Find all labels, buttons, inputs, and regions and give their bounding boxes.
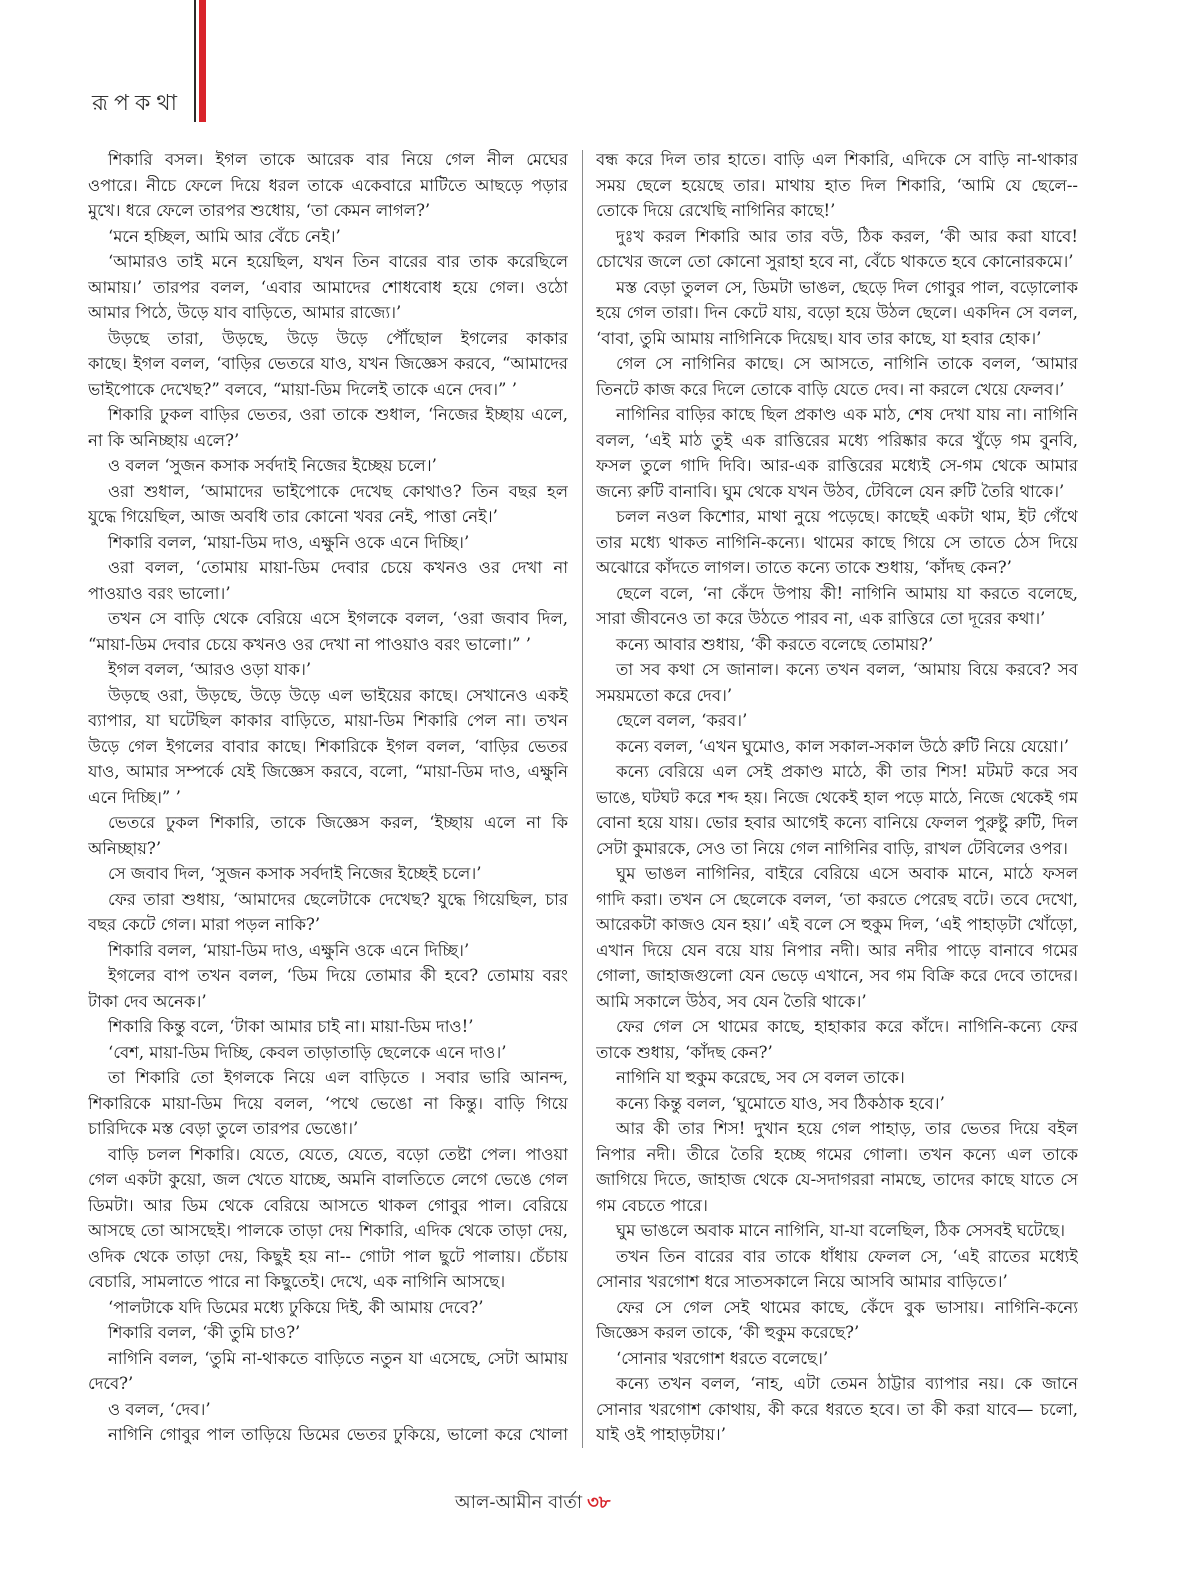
text-line: ‘মনে হচ্ছিল, আমি আর বেঁচে নেই।’	[108, 226, 341, 246]
text-line: ঘুম ভাঙল নাগিনির, বাইরে বেরিয়ে এসে অবাক মানে, মাঠে ফসল	[616, 864, 1078, 883]
paragraph	[596, 1244, 1078, 1295]
text-line: সারা জীবনেও তা করে উঠতে পারব না, এক রাত্তিরে তো দূরের কথা।’	[596, 609, 1046, 628]
text-line: ফসল তুলে গাদি দিবি। আর-এক রাত্তিরের মধ্যেই সে-গম থেকে আমার	[596, 456, 1078, 475]
text-line: যাও, আমার সম্পর্কে যেই জিজ্ঞেস করবে, বলো, “মায়া-ডিম দাও, এক্ষুনি	[88, 762, 568, 781]
text-line: সে জবাব দিল, ‘সুজন কসাক সর্বদাই নিজের ইচ্ছেই চলে।’	[108, 864, 482, 883]
text-line: ডিমটা। আর ডিম থেকে বেরিয়ে আসতে থাকল গোবুর পাল। বেরিয়ে	[88, 1195, 568, 1215]
text-line: আমি সকালে উঠব, সব যেন তৈরি থাকে।’	[596, 991, 867, 1011]
text-line: ‘সোনার খরগোশ ধরতে বলেছে।’	[616, 1348, 829, 1368]
text-line: গোলা, জাহাজগুলো যেন ভেড়ে এখানে, সব গম বিক্রি করে দেবে তাদের।	[596, 966, 1078, 985]
text-line: ‘আমারও তাই মনে হয়েছিল, যখন তিন বারের বার তাক করেছিলে	[108, 252, 568, 271]
text-line: অনিচ্ছায়?’	[88, 838, 162, 858]
text-line: ছেলে বলে, ‘না কেঁদে উপায় কী! নাগিনি আমায় যা করতে বলেছে,	[616, 583, 1078, 603]
paragraph	[596, 1295, 1078, 1346]
paragraph	[596, 351, 1078, 402]
paragraph	[88, 1014, 568, 1040]
text-line: কন্যে কিন্তু বলল, ‘ঘুমোতে যাও, সব ঠিকঠাক হবে।’	[616, 1093, 945, 1113]
text-line: তাকে শুধায়, ‘কাঁদছ কেন?’	[596, 1042, 773, 1062]
text-line: শিকারি বলল, ‘মায়া-ডিম দাও, এক্ষুনি ওকে এনে দিচ্ছি।’	[108, 940, 470, 960]
paragraph	[596, 759, 1078, 861]
text-line: আমার পিঠে, উড়ে যাব বাড়িতে, আমার রাজ্যে।’	[88, 303, 402, 322]
text-line: ওদিক থেকে তাড়া দেয়, কিছুই হয় না-- গোটা পাল ছুটে পালায়। চেঁচায়	[88, 1246, 568, 1266]
paragraph	[596, 861, 1078, 1014]
text-line: ও বলল ‘সুজন কসাক সর্বদাই নিজের ইচ্ছেয় চলে।’	[108, 456, 437, 475]
paragraph	[88, 224, 568, 250]
text-line: তা শিকারি তো ইগলকে নিয়ে এল বাড়িতে । সবার ভারি আনন্দ,	[108, 1068, 568, 1087]
text-line: দুঃখ করল শিকারি আর তার বউ, ঠিক করল, ‘কী আর করা যাবে!	[616, 226, 1078, 246]
text-line: কন্যে তখন বলল, ‘নাহ, এটা তেমন ঠাট্টার ব্যাপার নয়। কে জানে	[616, 1374, 1078, 1393]
text-line: উড়ে গেল ইগলের বাবার কাছে। শিকারিকে ইগল বলল, ‘বাড়ির ভেতর	[88, 736, 568, 756]
paragraph	[88, 887, 568, 938]
text-line: তখন সে বাড়ি থেকে বেরিয়ে এসে ইগলকে বলল, ‘ওরা জবাব দিল,	[108, 609, 568, 628]
paragraph	[88, 530, 568, 556]
paragraph	[596, 708, 1078, 734]
text-line: হয়ে গেল তারা। দিন কেটে যায়, বড়ো হয়ে উঠল ছেলে। একদিন সে বলল,	[596, 303, 1078, 322]
text-line: বেচারি, সামলাতে পারে না কিছুতেই। দেখে, এক নাগিনি আসছে।	[88, 1272, 506, 1291]
text-line: গেল সে নাগিনির কাছে। সে আসতে, নাগিনি তাকে বলল, ‘আমার	[616, 354, 1078, 373]
paragraph	[596, 1371, 1078, 1448]
paragraph	[596, 402, 1078, 504]
text-line: পাওয়াও বরং ভালো।’	[88, 583, 231, 603]
paragraph	[596, 734, 1078, 760]
paragraph	[88, 1065, 568, 1142]
text-line: সেটা কুমারকে, সেও তা নিয়ে গেল নাগিনির বাড়ি, রাখল টেবিলের ওপর।	[596, 838, 1068, 858]
text-line: “মায়া-ডিম দেবার চেয়ে কখনও ওর দেখা না পাওয়াও বরং ভালো।” ’	[88, 634, 532, 654]
text-line: জাগিয়ে দিতে, জাহাজ থেকে যে-সদাগররা নামছে, তাদের কাছে যাতে সে	[596, 1170, 1078, 1189]
text-line: ওপারে। নীচে ফেলে দিয়ে ধরল তাকে একেবারে মাটিতে আছড়ে পড়ার	[88, 175, 568, 195]
paragraph	[596, 224, 1078, 275]
page-number: ৩৮	[587, 1492, 611, 1513]
column-divider	[582, 150, 583, 1448]
paragraph	[88, 1142, 568, 1295]
text-line: ‘বাবা, তুমি আমায় নাগিনিকে দিয়েছ। যাব তার কাছে, যা হবার হোক।’	[596, 328, 1042, 348]
text-line: ওরা বলল, ‘তোমায় মায়া-ডিম দেবার চেয়ে কখনও ওর দেখা না	[108, 558, 568, 577]
text-line: ফের গেল সে থামের কাছে, হাহাকার করে কাঁদে। নাগিনি-কন্যে ফের	[616, 1017, 1078, 1036]
text-line: গেল একটা কুয়ো, জল খেতে যাচ্ছে, অমনি বালতিতে লেগে ভেঙে গেল	[88, 1170, 568, 1189]
text-line: ঘুম ভাঙলে অবাক মানে নাগিনি, যা-যা বলেছিল, ঠিক সেসবই ঘটেছে।	[616, 1221, 1066, 1240]
text-line: ভাঙে, ঘটঘট করে শব্দ হয়। নিজে থেকেই হাল পড়ে মাঠে, নিজে থেকেই গম	[596, 787, 1078, 807]
text-line: নিপার নদী। তীরে তৈরি হচ্ছে গমের গোলা। তখন কন্যে এল তাকে	[596, 1144, 1078, 1164]
text-line: তখন তিন বারের বার তাকে ধাঁধায় ফেলল সে, ‘এই রাতের মধ্যেই	[616, 1246, 1078, 1266]
text-line: বলল, ‘এই মাঠ তুই এক রাত্তিরের মধ্যে পরিষ্কার করে খুঁড়ে গম বুনবি,	[596, 430, 1078, 450]
text-line: ফের সে গেল সেই থামের কাছে, কেঁদে বুক ভাসায়। নাগিনি-কন্যে	[616, 1297, 1078, 1317]
text-line: তার মধ্যে থাকত নাগিনি-কন্যে। থামের কাছে গিয়ে সে তাতে ঠেস দিয়ে	[596, 532, 1078, 552]
right-column	[596, 147, 1078, 1449]
paragraph	[596, 1218, 1078, 1244]
text-line: উড়ছে তারা, উড়ছে, উড়ে উড়ে পৌঁছোল ইগলের কাকার	[108, 328, 568, 348]
text-line: ও বলল, ‘দেব।’	[108, 1399, 211, 1419]
paragraph	[596, 657, 1078, 708]
paragraph	[88, 1040, 568, 1066]
text-line: কন্যে আবার শুধায়, ‘কী করতে বলেছে তোমায়?’	[616, 634, 934, 654]
text-line: সময় ছেলে হয়েছে তার। মাথায় হাত দিল শিকারি, ‘আমি যে ছেলে--	[596, 175, 1078, 195]
text-line: মুখে। ধরে ফেলে তারপর শুধোয়, ‘তা কেমন লাগল?’	[88, 201, 431, 220]
paragraph	[88, 453, 568, 479]
paragraph	[88, 683, 568, 811]
text-line: আসছে তো আসছেই। পালকে তাড়া দেয় শিকারি, এদিক থেকে তাড়া দেয়,	[88, 1221, 568, 1240]
publication-name: আল-আমীন বার্তা	[455, 1492, 583, 1513]
text-line: সোনার খরগোশ ধরে সাতসকালে নিয়ে আসবি আমার বাড়িতে।’	[596, 1272, 1008, 1291]
text-line: উড়ছে ওরা, উড়ছে, উড়ে উড়ে এল ভাইয়ের কাছে। সেখানেও একই	[108, 685, 568, 705]
paragraph	[88, 963, 568, 1014]
text-line: তা সব কথা সে জানাল। কন্যে তখন বলল, ‘আমায় বিয়ে করবে? সব	[616, 660, 1078, 679]
paragraph	[596, 504, 1078, 581]
text-line: ছেলে বলল, ‘করব।’	[616, 711, 748, 730]
text-line: শিকারি বসল। ইগল তাকে আরেক বার নিয়ে গেল নীল মেঘের	[108, 150, 568, 169]
paragraph	[88, 249, 568, 326]
paragraph	[596, 581, 1078, 632]
paragraph	[88, 1397, 568, 1423]
text-line: সময়মতো করে দেব।’	[596, 685, 733, 705]
paragraph	[596, 1014, 1078, 1065]
text-line: চলল নওল কিশোর, মাথা নুয়ে পড়েছে। কাছেই একটা থাম, ইট গেঁথে	[616, 507, 1078, 526]
paragraph	[88, 810, 568, 861]
text-line: তিনটে কাজ করে দিলে তোকে বাড়ি যেতে দেব। না করলে খেয়ে ফেলব।’	[596, 379, 1065, 399]
text-line: ব্যাপার, যা ঘটেছিল কাকার বাড়িতে, মায়া-ডিম শিকারি পেল না। তখন	[88, 711, 568, 730]
text-line: মস্ত বেড়া তুলল সে, ডিমটা ভাঙল, ছেড়ে দিল গোবুর পাল, বড়োলোক	[616, 277, 1078, 297]
text-line: যাই ওই পাহাড়টায়।’	[596, 1425, 726, 1444]
text-line: কন্যে বলল, ‘এখন ঘুমোও, কাল সকাল-সকাল উঠে রুটি নিয়ে যেয়ো।’	[616, 736, 1069, 756]
text-line: চোখের জলে তো কোনো সুরাহা হবে না, বেঁচে থাকতে হবে কোনোরকমে।’	[596, 252, 1074, 271]
paragraph	[88, 938, 568, 964]
header-accent-bar	[199, 0, 206, 122]
text-line: ভাইপোকে দেখেছ?” বলবে, “মায়া-ডিম দিলেই তাকে এনে দেব।” ’	[88, 379, 517, 399]
paragraph	[88, 1346, 568, 1397]
text-line: দেবে?’	[88, 1374, 134, 1393]
text-line: বোনা হয়ে যায়। ভোর হবার আগেই কন্যে বানিয়ে ফেলল পুরুষ্টু রুটি, দিল	[596, 813, 1078, 832]
text-line: অঝোরে কাঁদতে লাগল। তাতে কন্যে তাকে শুধায়, ‘কাঁদছ কেন?’	[596, 558, 1012, 577]
text-line: কাছে। ইগল বলল, ‘বাড়ির ভেতরে যাও, যখন জিজ্ঞেস করবে, “আমাদের	[88, 354, 568, 373]
text-line: ওরা শুধাল, ‘আমাদের ভাইপোকে দেখেছ কোথাও? তিন বছর হল	[108, 481, 568, 501]
text-line: নাগিনি যা হুকুম করেছে, সব সে বলল তাকে।	[616, 1068, 905, 1087]
paragraph	[596, 275, 1078, 352]
paragraph	[88, 1320, 568, 1346]
text-line: জিজ্ঞেস করল তাকে, ‘কী হুকুম করেছে?’	[596, 1323, 860, 1342]
text-line: নাগিনির বাড়ির কাছে ছিল প্রকাণ্ড এক মাঠ, শেষ দেখা যায় না। নাগিনি	[616, 405, 1078, 424]
text-line: টাকা দেব অনেক।’	[88, 991, 207, 1011]
text-line: শিকারি ঢুকল বাড়ির ভেতর, ওরা তাকে শুধাল, ‘নিজের ইচ্ছায় এলে,	[108, 405, 568, 424]
text-line: আরেকটা কাজও যেন হয়।’ এই বলে সে হুকুম দিল, ‘এই পাহাড়টা খোঁড়ো,	[596, 915, 1078, 934]
section-label: রূপকথা	[92, 91, 183, 116]
text-line: চারিদিকে মস্ত বেড়া তুলে তারপর ভেঙো।’	[88, 1119, 359, 1138]
text-line: তোকে দিয়ে রেখেছি নাগিনির কাছে!’	[596, 201, 836, 220]
text-line: গাদি করা। তখন সে ছেলেকে বলল, ‘তা করতে পেরেছ বটে। তবে দেখো,	[596, 889, 1078, 909]
paragraph	[88, 326, 568, 403]
text-line: বছর কেটে গেল। মারা পড়ল নাকি?’	[88, 915, 321, 934]
text-line: ইগল বলল, ‘আরও ওড়া যাক।’	[108, 660, 312, 679]
paragraph	[88, 861, 568, 887]
text-line: কন্যে বেরিয়ে এল সেই প্রকাণ্ড মাঠে, কী তার শিস! মটমট করে সব	[616, 762, 1078, 781]
paragraph	[596, 1091, 1078, 1117]
text-line: শিকারি বলল, ‘মায়া-ডিম দাও, এক্ষুনি ওকে এনে দিচ্ছি।’	[108, 532, 470, 552]
text-line: শিকারি কিন্তু বলে, ‘টাকা আমার চাই না। মায়া-ডিম দাও!’	[108, 1017, 474, 1036]
paragraph	[88, 657, 568, 683]
text-line: বন্ধ করে দিল তার হাতে। বাড়ি এল শিকারি, এদিকে সে বাড়ি না-থাকার	[596, 150, 1078, 169]
text-line: শিকারিকে মায়া-ডিম দিয়ে বলল, ‘পথে ভেঙো না কিন্তু। বাড়ি গিয়ে	[88, 1093, 568, 1113]
text-line: নাগিনি বলল, ‘তুমি না-থাকতে বাড়িতে নতুন যা এসেছে, সেটা আমায়	[108, 1348, 568, 1368]
paragraph	[88, 147, 568, 224]
paragraph	[88, 1295, 568, 1321]
text-line: নাগিনি গোবুর পাল তাড়িয়ে ডিমের ভেতর ঢুকিয়ে, ভালো করে খোলা	[108, 1425, 568, 1444]
paragraph	[596, 1065, 1078, 1091]
text-line: আর কী তার শিস! দুখান হয়ে গেল পাহাড়, তার ভেতর দিয়ে বইল	[616, 1119, 1078, 1138]
paragraph	[88, 555, 568, 606]
text-line: আমায়।’ তারপর বলল, ‘এবার আমাদের শোধবোধ হয়ে গেল। ওঠো	[88, 277, 568, 297]
text-line: ‘বেশ, মায়া-ডিম দিচ্ছি, কেবল তাড়াতাড়ি ছেলেকে এনে দাও।’	[108, 1042, 507, 1062]
paragraph	[88, 479, 568, 530]
page-footer	[455, 1488, 610, 1519]
paragraph	[596, 1116, 1078, 1218]
header-rule	[194, 0, 196, 122]
paragraph	[596, 632, 1078, 658]
text-line: শিকারি বলল, ‘কী তুমি চাও?’	[108, 1323, 301, 1342]
text-line: গম বেচতে পারে।	[596, 1195, 708, 1215]
paragraph	[596, 1346, 1078, 1372]
paragraph	[88, 1422, 568, 1448]
paragraph	[596, 147, 1078, 224]
text-line: ভেতরে ঢুকল শিকারি, তাকে জিজ্ঞেস করল, ‘ইচ্ছায় এলে না কি	[108, 813, 568, 832]
text-line: সোনার খরগোশ কোথায়, কী করে ধরতে হবে। তা কী করা যাবে— চলো,	[596, 1399, 1078, 1419]
paragraph	[88, 402, 568, 453]
text-line: এখান দিয়ে যেন বয়ে যায় নিপার নদী। আর নদীর পাড়ে বানাবে গমের	[596, 940, 1078, 960]
text-line: ‘পালটাকে যদি ডিমের মধ্যে ঢুকিয়ে দিই, কী আমায় দেবে?’	[108, 1297, 484, 1317]
paragraph	[88, 606, 568, 657]
text-line: জন্যে রুটি বানাবি। ঘুম থেকে যখন উঠব, টেবিলে যেন রুটি তৈরি থাকে।’	[596, 481, 1065, 501]
text-line: ফের তারা শুধায়, ‘আমাদের ছেলেটাকে দেখেছ? যুদ্ধে গিয়েছিল, চার	[108, 889, 568, 909]
text-line: এনে দিচ্ছি।” ’	[88, 787, 181, 807]
text-line: যুদ্ধে গিয়েছিল, আজ অবধি তার কোনো খবর নেই, পাত্তা নেই।’	[88, 507, 498, 526]
left-column	[88, 147, 568, 1449]
text-line: না কি অনিচ্ছায় এলে?’	[88, 430, 240, 450]
text-line: ইগলের বাপ তখন বলল, ‘ডিম দিয়ে তোমার কী হবে? তোমায় বরং	[108, 966, 568, 985]
text-line: বাড়ি চলল শিকারি। যেতে, যেতে, যেতে, বড়ো তেষ্টা পেল। পাওয়া	[108, 1144, 568, 1164]
